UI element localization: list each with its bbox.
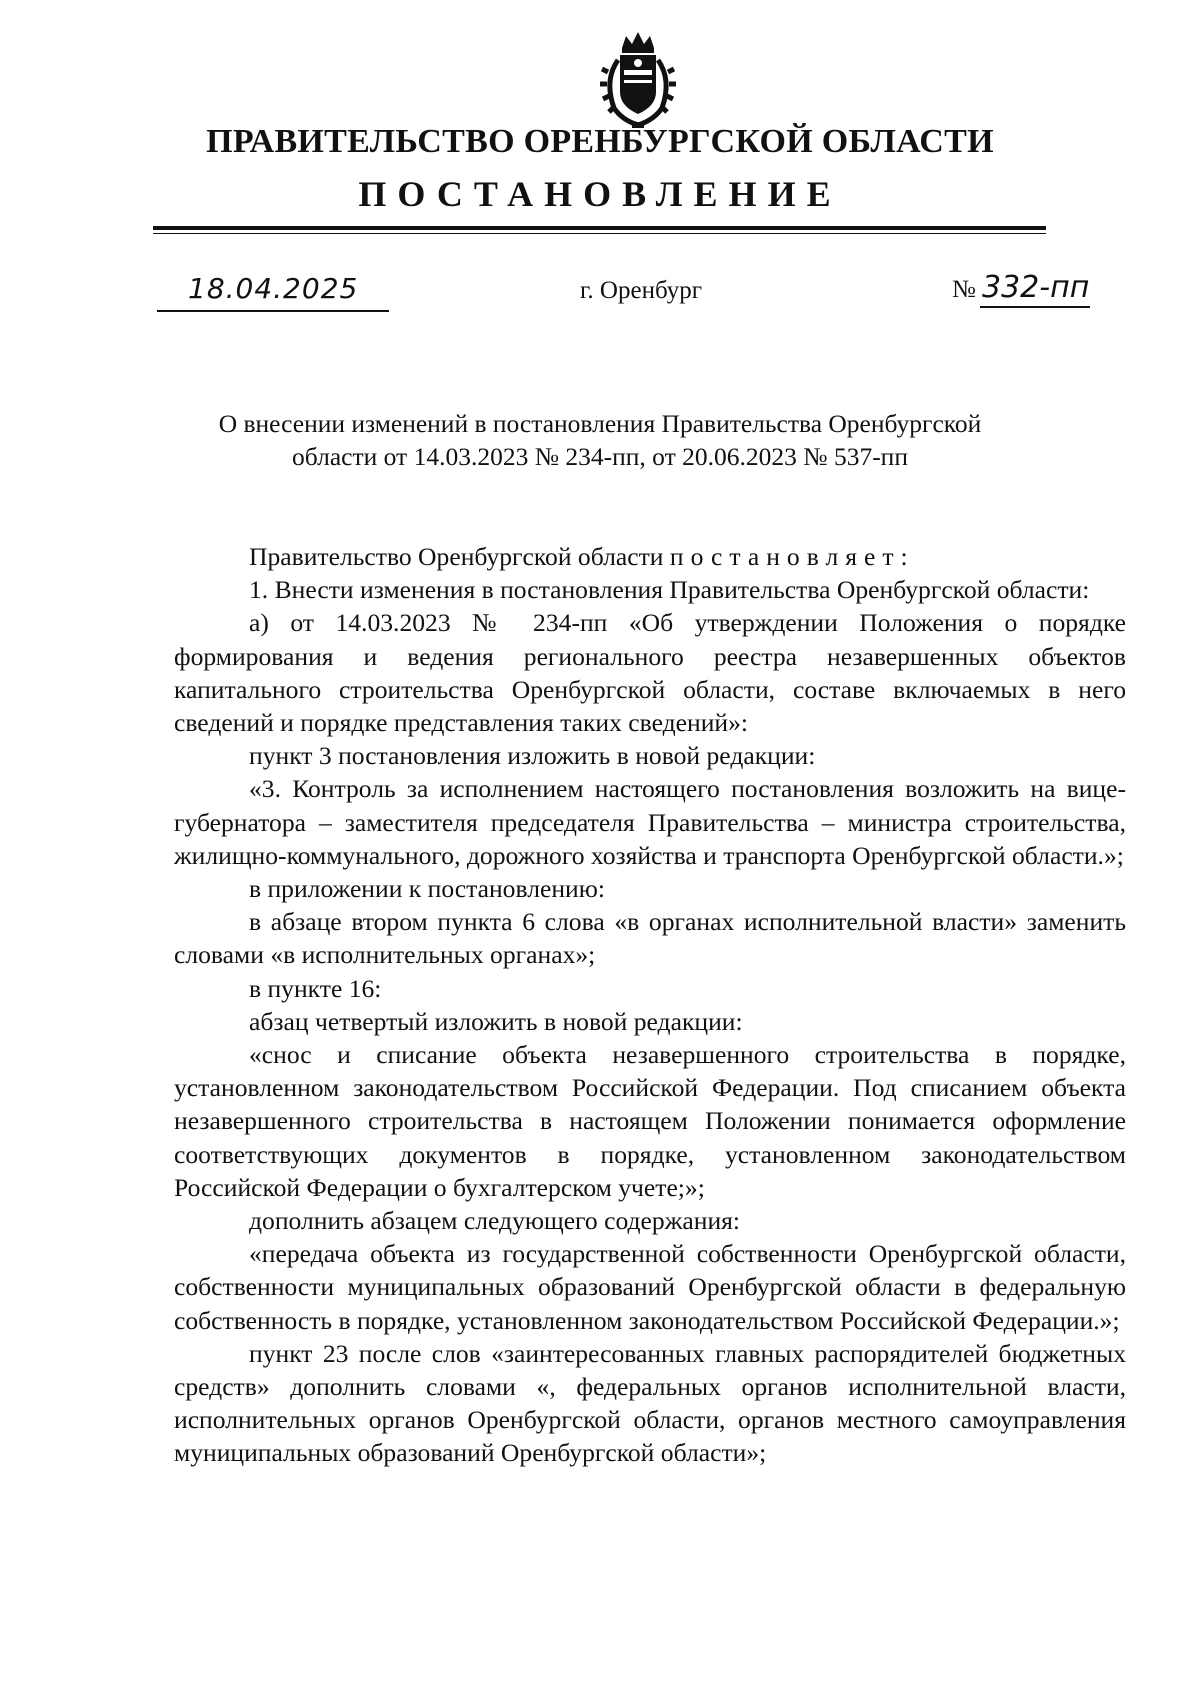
document-city: г. Оренбург (580, 277, 702, 304)
body-paragraph: пункт 3 постановления изложить в новой редакции: (249, 741, 816, 771)
document-number-label: № (952, 276, 976, 303)
date-underline (157, 310, 389, 312)
body-paragraph: пункт 23 после слов «заинтересованных главных распорядителей бюджетных средств» дополнить словами «, федеральных органов исполнительной власти, исполнительных органов Оренбургской области, органов местного самоуправления муниципальных образований Оренбургской области»; (174, 1338, 1126, 1468)
number-underline (980, 306, 1090, 308)
body-paragraph: абзац четвертый изложить в новой редакции: (249, 1006, 743, 1036)
body-paragraph: в приложении к постановлению: (249, 874, 605, 904)
document-body (174, 540, 1126, 1470)
organization-name: ПРАВИТЕЛЬСТВО ОРЕНБУРГСКОЙ ОБЛАСТИ (206, 123, 994, 160)
document-type: ПОСТАНОВЛЕНИЕ (358, 174, 842, 214)
body-paragraph: дополнить абзацем следующего содержания: (249, 1206, 741, 1236)
body-paragraph: «3. Контроль за исполнением настоящего постановления возложить на вице-губернатора – заместителя председателя Правительства – министра строительства, жилищно-коммунального, дорожного хозяйства и транспорта Оренбургской области.»; (174, 774, 1126, 870)
coat-of-arms-icon (598, 30, 678, 130)
body-paragraph: 1. Внести изменения в постановления Правительства Оренбургской области: (249, 575, 1090, 605)
subject-line: О внесении изменений в постановления Правительства Оренбургской (218, 409, 982, 438)
body-intro (174, 540, 1126, 573)
document-number: 332-пп (982, 270, 1090, 305)
body-paragraph: «снос и списание объекта незавершенного строительства в порядке, установленном законодательством Российской Федерации. Под списанием объекта незавершенного строительства в настоящем Положении понимается оформление соответствующих документов в порядке, установленном законодательством Российской Федерации о бухгалтерском учете;»; (174, 1040, 1126, 1202)
intro-text: Правительство Оренбургской области (249, 542, 670, 571)
header-divider-thick (153, 226, 1046, 230)
document-date: 18.04.2025 (188, 272, 359, 305)
body-paragraph: в пункте 16: (249, 973, 382, 1003)
body-paragraph: «передача объекта из государственной собственности Оренбургской области, собственности муниципальных образований Оренбургской области в федеральную собственность в порядке, установленном законодательством Российской Федерации.»; (174, 1239, 1126, 1335)
header-divider-thin (153, 233, 1046, 234)
subject-line: области от 14.03.2023 № 234-пп, от 20.06.2023 № 537-пп (292, 442, 908, 471)
body-paragraph: а) от 14.03.2023 № 234-пп «Об утверждении Положения о порядке формирования и ведения регионального реестра незавершенных объектов капитального строительства Оренбургской области, составе включаемых в него сведений и порядке представления таких сведений»: (174, 608, 1126, 738)
intro-verb: постановляет: (669, 542, 915, 571)
body-paragraph: в абзаце втором пункта 6 слова «в органах исполнительной власти» заменить словами «в исполнительных органах»; (174, 907, 1126, 970)
document-subject (210, 407, 990, 473)
